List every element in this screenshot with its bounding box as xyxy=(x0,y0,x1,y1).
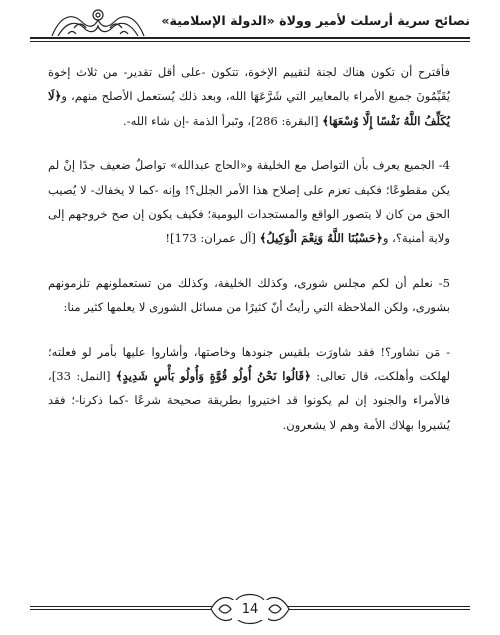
page-number: 14 xyxy=(232,600,268,620)
running-header-title: نصائح سرية أرسلت لأمير وولاة «الدولة الإسلامية» xyxy=(161,13,470,28)
paragraph-text: [النمل: 33]، فالأمراء والجنود إن لم يكونوا قد اختيروا بطريقة صحيحة شرعًا -كما ذكرنا-؛ فقد يُشيروا بهلاك الأمة وهم لا يشعرون. xyxy=(48,369,450,432)
header-rule xyxy=(30,37,470,39)
paragraph-gap xyxy=(48,133,450,153)
paragraph xyxy=(48,271,450,320)
header-ornament-icon xyxy=(48,6,148,40)
paragraph-text: - مَن نشاور؟! فقد شاورَت بلقيس جنودها وخاصتها، وأشاروا عليها بأمر لو فعلته؛ لهلكت وأهلكت، قال تعالى: xyxy=(48,344,450,384)
paragraph-text: [البقرة: 286]، وتَبرأ الذمة -إن شاء الله-. xyxy=(122,113,323,128)
paragraph-text: 5- نعلم أن لكم مجلس شورى، وكذلك الخليفة، وكذلك من تستعملونهم تلزمونهم بشورى، ولكن الملاحظة التي رأيتُ أنّ كثيرًا من مسائل الشورى لا يعلمها كثير منا: xyxy=(48,275,450,315)
paragraph xyxy=(48,340,450,438)
quran-quote: ﴿لَا يُكَلِّفُ اللَّهُ نَفْسًا إِلَّا وُسْعَهَا﴾ xyxy=(48,89,450,128)
header-rule-thin xyxy=(30,41,470,42)
page-header xyxy=(0,0,500,50)
quran-quote: ﴿حَسْبُنَا اللَّهُ وَنِعْمَ الْوَكِيلُ﴾ xyxy=(259,231,383,246)
page-footer xyxy=(0,586,500,635)
quran-quote: ﴿قَالُوا نَحْنُ أُولُو قُوَّةٍ وَأُولُو بَأْسٍ شَدِيدٍ﴾ xyxy=(115,369,311,384)
paragraph-text: 4- الجميع يعرف بأن التواصل مع الخليفة و«الحاج عبدالله» تواصلٌ ضعيف جدًا إنْ لم يكن مقطوعًا؛ فكيف تعزم على إصلاح هذا الأمر الجلل؟! وإنه -كما لا يخفاك- لا يُصيب الحق من كان لا يتصور الواقع والمستجدات اليومية؛ فكيف يكون إن صح خروجهم إلى ولاية أمنية؟، و xyxy=(48,158,450,246)
paragraph-gap xyxy=(48,251,450,271)
body-text xyxy=(48,60,450,437)
paragraph-gap xyxy=(48,320,450,340)
paragraph xyxy=(48,60,450,133)
paragraph-text: [آل عمران: 173]! xyxy=(165,231,260,246)
paragraph-text: فأقترح أن تكون هناك لجنة لتقييم الإخوة، تتكون -على أقل تقدير- من ثلاث إخوة يُقَيِّمُونَ جميع الأمراء بالمعايير التي شَرَّعَهَا الله، وبعد ذلك يُستعمل الأصلح منهم، و xyxy=(48,65,450,104)
paragraph xyxy=(48,153,450,251)
